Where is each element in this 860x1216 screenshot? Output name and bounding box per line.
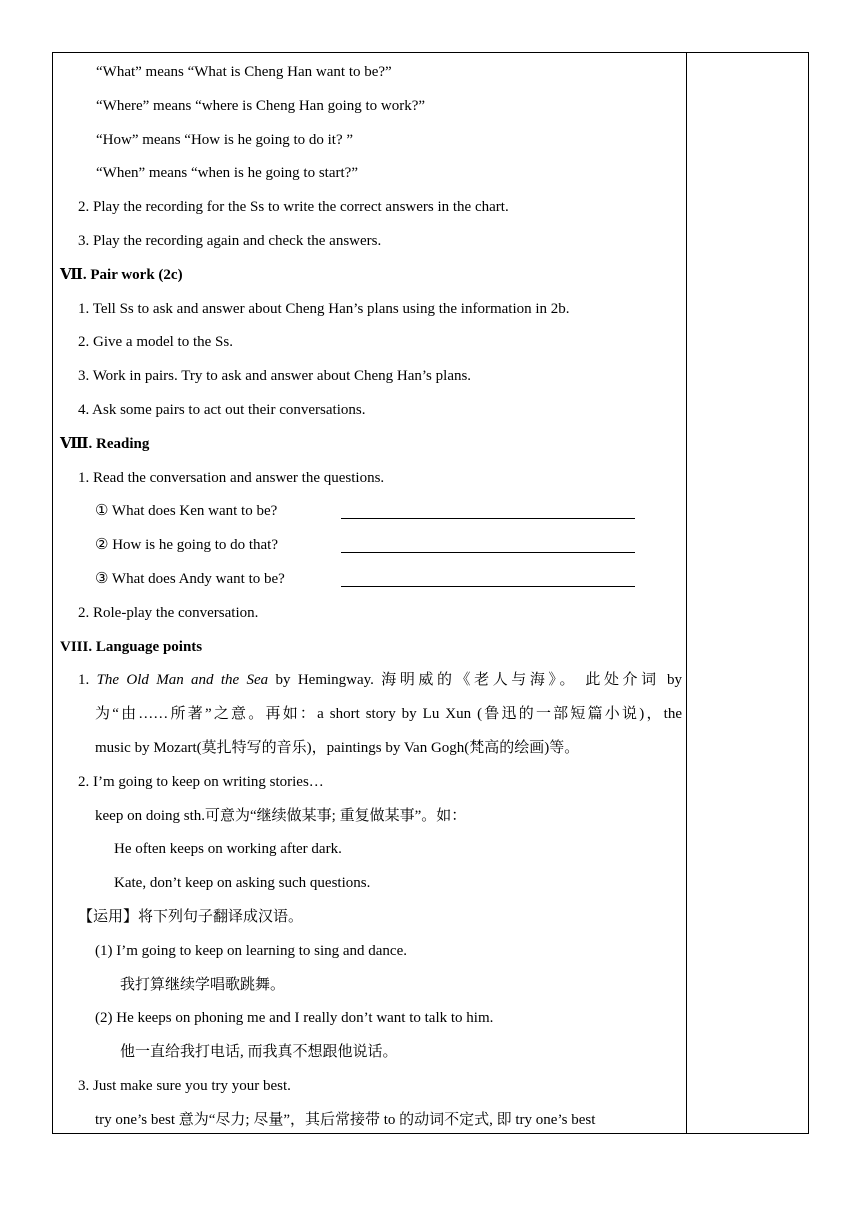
text-line: “What” means “What is Cheng Han want to be?”	[96, 64, 392, 80]
list-item: 4. Ask some pairs to act out their conversations.	[78, 401, 366, 418]
teaching-steps-cell	[60, 58, 682, 1140]
list-item: 2. Role-play the conversation.	[78, 604, 259, 621]
book-title: The Old Man and the Sea	[96, 672, 269, 689]
question-text: ② How is he going to do that?	[95, 537, 279, 554]
practice-translation: 他一直给我打电话, 而我真不想跟他说话。	[120, 1044, 398, 1061]
text-line: 为“由……所著”之意。再如：a short story by Lu Xun (鲁迅的一部短篇小说)，the	[95, 706, 682, 723]
practice-sentence: (1) I’m going to keep on learning to sing and dance.	[95, 942, 407, 959]
example-sentence: Kate, don’t keep on asking such questions.	[114, 875, 371, 892]
text-line: “Where” means “where is Cheng Han going to work?”	[96, 97, 426, 114]
point-text: by Hemingway. 海明威的《老人与海》。 此处介词 by	[268, 672, 683, 689]
point-number: 1.	[78, 672, 97, 689]
practice-sentence: (2) He keeps on phoning me and I really don’t want to talk to him.	[95, 1010, 494, 1027]
text-line: keep on doing sth.可意为“继续做某事; 重复做某事”。如：	[95, 807, 467, 824]
question-row	[60, 531, 682, 565]
list-item: 2. Give a model to the Ss.	[78, 334, 233, 351]
text-line: 3. Play the recording again and check the answers.	[78, 232, 382, 249]
notes-cell	[687, 53, 808, 1133]
example-sentence: He often keeps on working after dark.	[114, 841, 342, 858]
text-line: music by Mozart(莫扎特写的音乐)，paintings by Van Gogh(梵高的绘画)等。	[95, 739, 580, 756]
question-text: ③ What does Andy want to be?	[95, 570, 285, 587]
text-line: “How” means “How is he going to do it? ”	[96, 131, 354, 148]
question-row	[60, 497, 682, 531]
section-heading-reading: Ⅷ. Reading	[60, 435, 150, 452]
list-item: 1. Tell Ss to ask and answer about Cheng Han’s plans using the information in 2b.	[78, 300, 570, 317]
answer-blank[interactable]	[341, 500, 635, 519]
answer-blank[interactable]	[341, 568, 635, 587]
language-point-1	[60, 666, 682, 700]
text-line: try one’s best 意为“尽力; 尽量”，其后常接带 to 的动词不定式, 即 try one’s best	[95, 1111, 596, 1128]
list-item: 3. Work in pairs. Try to ask and answer about Cheng Han’s plans.	[78, 368, 472, 385]
section-heading-pair-work: Ⅶ. Pair work (2c)	[60, 266, 183, 283]
language-point-2: 2. I’m going to keep on writing stories…	[78, 773, 324, 790]
text-line: “When” means “when is he going to start?”	[96, 165, 358, 182]
practice-translation: 我打算继续学唱歌跳舞。	[120, 976, 286, 993]
section-heading-language-points: VIII. Language points	[60, 638, 203, 655]
practice-heading: 【运用】将下列句子翻译成汉语。	[78, 908, 304, 925]
list-item: 1. Read the conversation and answer the questions.	[78, 469, 385, 486]
question-row	[60, 565, 682, 599]
language-point-3: 3. Just make sure you try your best.	[78, 1077, 291, 1094]
text-line: 2. Play the recording for the Ss to write the correct answers in the chart.	[78, 199, 509, 216]
question-text: ① What does Ken want to be?	[95, 503, 278, 520]
answer-blank[interactable]	[341, 534, 635, 553]
